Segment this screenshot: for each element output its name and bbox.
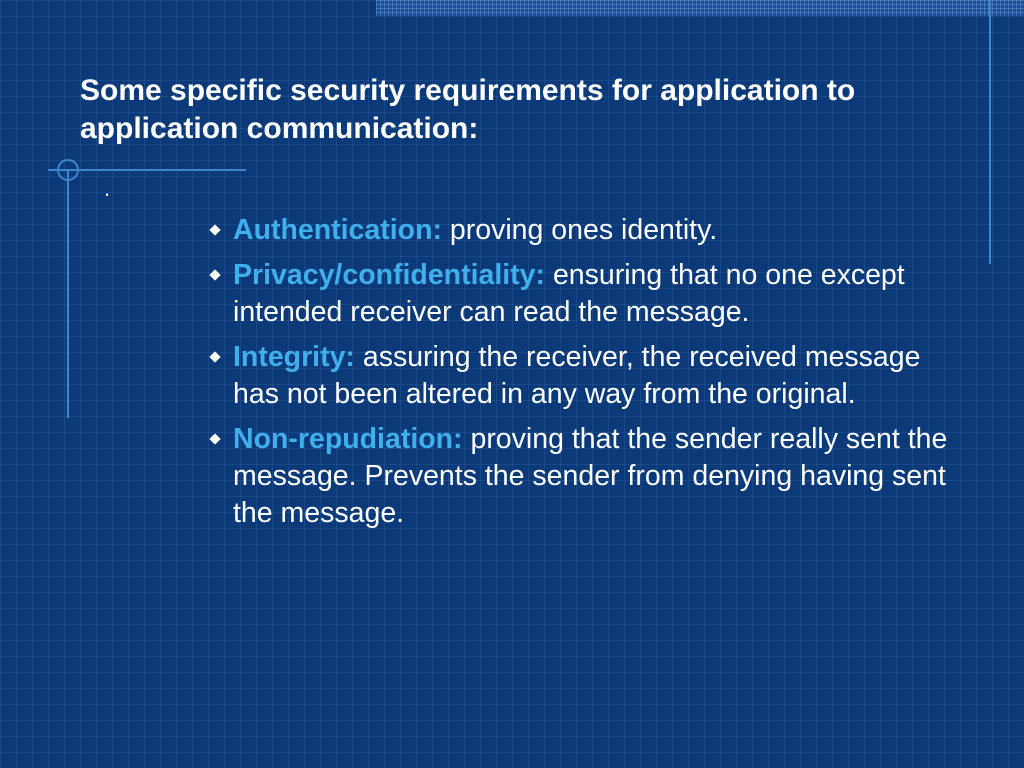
diamond-bullet-icon [209,269,220,280]
bullet-list [206,212,951,540]
bullet-term: Privacy/confidentiality: [233,259,546,291]
stray-dot: . [104,176,111,201]
bullet-term: Authentication: [233,214,442,246]
decorative-circle-icon [57,159,79,181]
diamond-bullet-icon [209,224,220,235]
bullet-item-non-repudiation [206,421,951,532]
bullet-text: assuring the receiver, the received message has not been altered in any way from the original. [233,341,921,410]
decorative-grid-band [376,0,1024,16]
bullet-item-integrity [206,339,951,413]
bullet-term: Non-repudiation: [233,423,463,455]
decorative-vertical-line-left [67,170,69,418]
bullet-item-privacy [206,257,951,331]
bullet-text: proving ones identity. [449,214,718,246]
decorative-vertical-line-right [989,0,991,264]
bullet-term: Integrity: [233,341,355,373]
bullet-text: ensuring that no one except intended receiver can read the message. [233,259,905,328]
slide-title: Some specific security requirements for application to application communication: [80,74,856,145]
bullet-text: proving that the sender really sent the message. Prevents the sender from denying having sent the message. [233,423,948,529]
diamond-bullet-icon [209,433,220,444]
diamond-bullet-icon [209,351,220,362]
bullet-item-authentication [206,212,951,249]
